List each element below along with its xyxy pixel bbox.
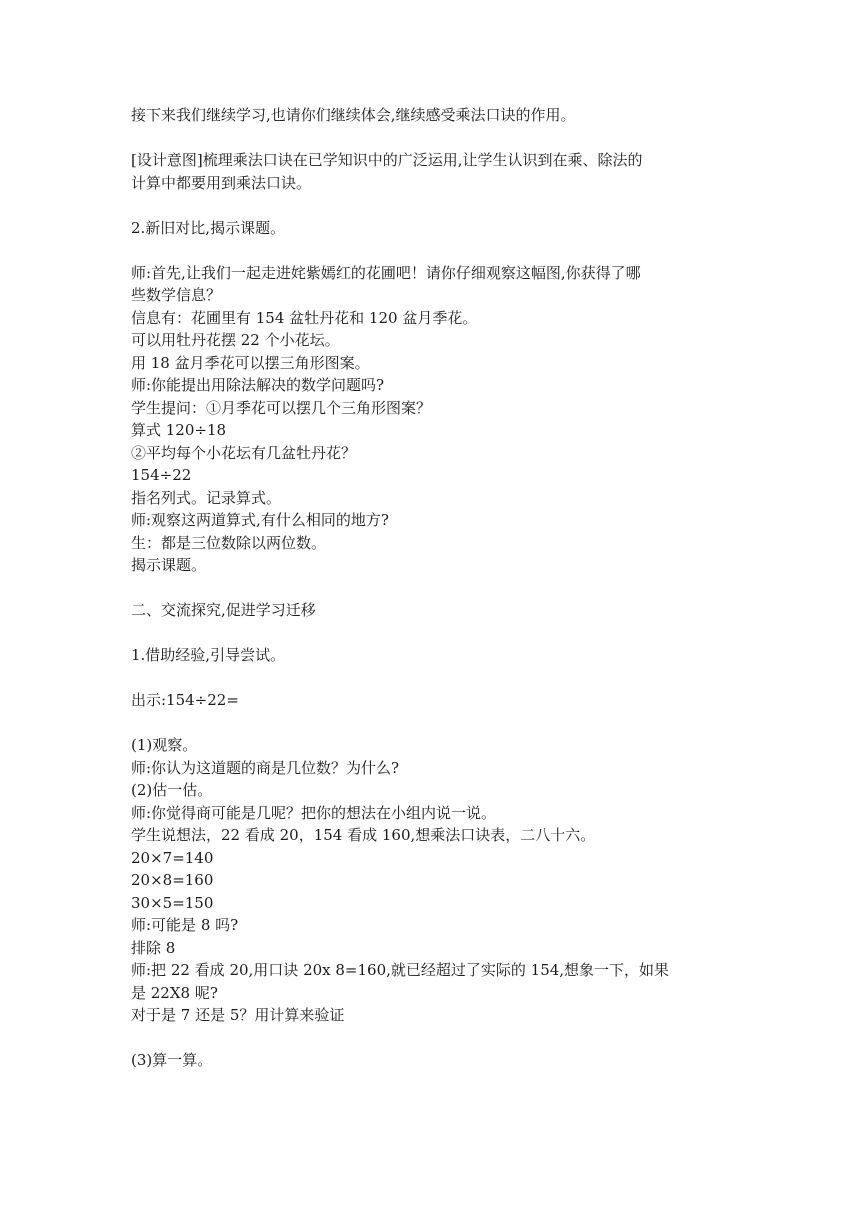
text-line: (1)观察。 (131, 736, 198, 754)
text-line: 用 18 盆月季花可以摆三角形图案。 (131, 353, 370, 372)
text-line: 学生说想法，22 看成 20，154 看成 160,想乘法口诀表，二八十六。 (131, 826, 596, 844)
text-line: [设计意图]梳理乘法口诀在已学知识中的广泛运用,让学生认识到在乘、除法的 (131, 151, 643, 169)
blank-line (131, 239, 731, 262)
document-body (131, 104, 731, 1072)
text-line: 师:你觉得商可能是几呢？把你的想法在小组内说一说。 (131, 803, 497, 822)
blank-line (131, 194, 731, 217)
text-line: 师:观察这两道算式,有什么相同的地方? (131, 511, 389, 529)
text-line: 计算中都要用到乘法口诀。 (131, 173, 312, 192)
text-line: 学生提问：①月季花可以摆几个三角形图案？ (131, 398, 432, 417)
text-line: 算式 120÷18 (131, 421, 227, 439)
text-line: 出示:154÷22= (131, 691, 239, 709)
blank-line (131, 577, 731, 600)
blank-line (131, 127, 731, 150)
text-line: 师:可能是 8 吗? (131, 916, 239, 934)
text-line: ②平均每个小花坛有几盆牡丹花？ (131, 443, 357, 462)
text-line: 信息有：花圃里有 154 盆牡丹花和 120 盆月季花。 (131, 308, 478, 327)
text-line: 20×7=140 (131, 848, 214, 867)
text-line: 师:首先,让我们一起走进姹紫嫣红的花圃吧！请你仔细观察这幅图,你获得了哪 (131, 263, 641, 282)
text-line: 接下来我们继续学习,也请你们继续体会,继续感受乘法口诀的作用。 (131, 106, 576, 124)
text-line: 20×8=160 (131, 871, 214, 889)
text-line: (3)算一算。 (131, 1051, 213, 1069)
section-heading: 1.借助经验,引导尝试。 (131, 646, 286, 664)
text-line: 对于是 7 还是 5？用计算来验证 (131, 1006, 345, 1024)
text-line: 可以用牡丹花摆 22 个小花坛。 (131, 331, 340, 349)
text-line: 是 22X8 呢? (131, 983, 218, 1002)
text-line: 师:你能提出用除法解决的数学问题吗? (131, 376, 385, 394)
text-line: 指名列式。记录算式。 (131, 488, 282, 507)
text-line: 排除 8 (131, 938, 176, 957)
section-heading: 二、交流探究,促进学习迁移 (131, 601, 316, 619)
blank-line (131, 622, 731, 645)
text-line: 师:把 22 看成 20,用口诀 20x 8=160,就已经超过了实际的 154,想象一下，如果 (131, 961, 670, 979)
blank-line (131, 667, 731, 690)
blank-line (131, 712, 731, 735)
text-line: 师:你认为这道题的商是几位数？为什么? (131, 758, 400, 777)
text-line: 154÷22 (131, 466, 192, 484)
text-line: 30×5=150 (131, 893, 214, 912)
text-line: (2)估一估。 (131, 781, 213, 799)
section-heading: 2.新旧对比,揭示课题。 (131, 218, 286, 237)
text-line: 生：都是三位数除以两位数。 (131, 533, 327, 552)
text-line: 些数学信息？ (131, 286, 222, 304)
blank-line (131, 1027, 731, 1050)
text-line: 揭示课题。 (131, 556, 207, 574)
